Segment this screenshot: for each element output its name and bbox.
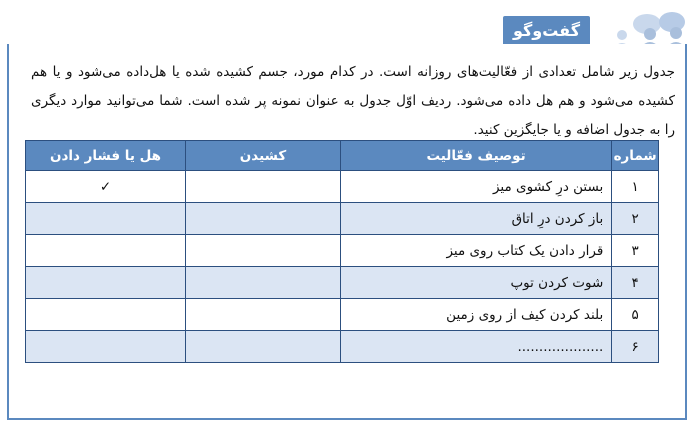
instruction-paragraph: جدول زیر شامل تعدادی از فعّالیت‌های روزانه است. در کدام مورد، جسم کشیده شده یا هل‌داده می‌شود و یا هم کشیده می‌شود و هم هل داده می‌شود. ردیف اوّل جدول به عنوان نمونه پر شده است. شما می‌توانید موارد دیگری را به جدول اضافه و یا جایگزین کنید.	[31, 64, 675, 138]
table-row	[26, 235, 659, 267]
table-row	[26, 171, 659, 203]
row-description: بلند کردن کیف از روی زمین	[340, 299, 611, 331]
table-row	[26, 203, 659, 235]
row-number: ۶	[612, 331, 659, 363]
header-pull: کشیدن	[186, 141, 341, 171]
row-description: ....................	[340, 331, 611, 363]
table-row	[26, 331, 659, 363]
row-push-cell[interactable]	[26, 331, 186, 363]
row-description: شوت کردن توپ	[340, 267, 611, 299]
row-push-cell[interactable]	[26, 235, 186, 267]
section-header	[0, 8, 700, 48]
header-description: توصیف فعّالیت	[340, 141, 611, 171]
row-pull-cell[interactable]	[186, 203, 341, 235]
row-push-cell[interactable]: ✓	[26, 171, 186, 203]
header-number: شماره	[612, 141, 659, 171]
table-row	[26, 267, 659, 299]
row-number: ۳	[612, 235, 659, 267]
row-number: ۲	[612, 203, 659, 235]
row-pull-cell[interactable]	[186, 171, 341, 203]
activity-table	[25, 140, 659, 363]
row-pull-cell[interactable]	[186, 267, 341, 299]
row-description: باز کردن درِ اتاق	[340, 203, 611, 235]
row-pull-cell[interactable]	[186, 235, 341, 267]
header-push: هل یا فشار دادن	[26, 141, 186, 171]
row-push-cell[interactable]	[26, 267, 186, 299]
table-header-row	[26, 141, 659, 171]
row-pull-cell[interactable]	[186, 331, 341, 363]
row-description: بستن درِ کشوی میز	[340, 171, 611, 203]
row-push-cell[interactable]	[26, 203, 186, 235]
row-description: قرار دادن یک کتاب روی میز	[340, 235, 611, 267]
table-row	[26, 299, 659, 331]
row-number: ۱	[612, 171, 659, 203]
row-number: ۴	[612, 267, 659, 299]
section-title: گفت‌وگو	[503, 16, 590, 46]
row-number: ۵	[612, 299, 659, 331]
row-push-cell[interactable]	[26, 299, 186, 331]
row-pull-cell[interactable]	[186, 299, 341, 331]
speech-bubbles-icon	[592, 8, 692, 48]
